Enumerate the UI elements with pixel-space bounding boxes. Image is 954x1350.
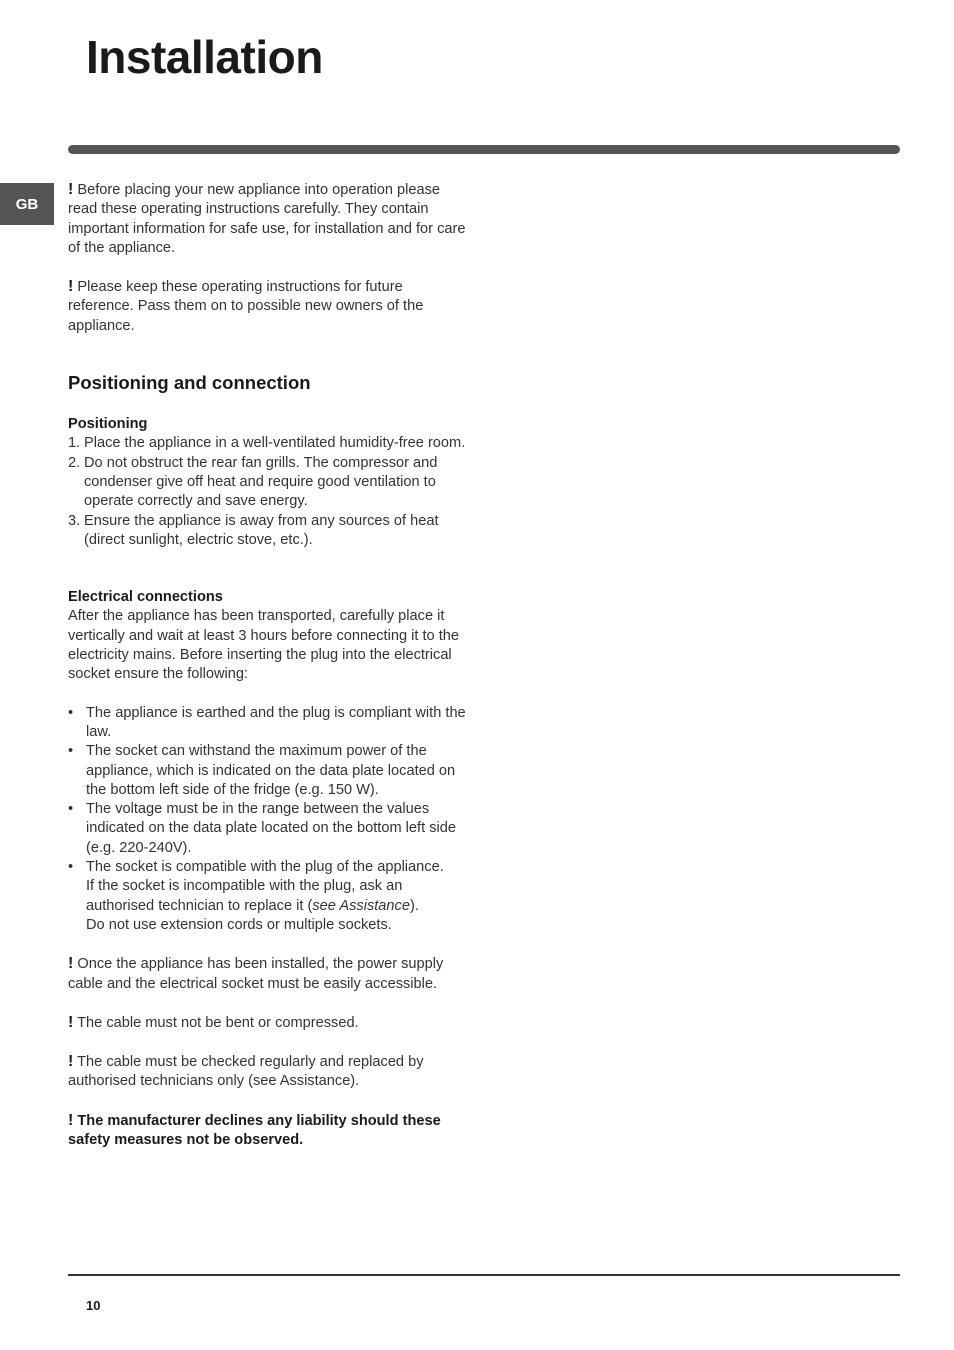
- list-item: [68, 800, 468, 858]
- positioning-list: [68, 434, 468, 550]
- electrical-intro: After the appliance has been transported, carefully place it vertically and wait at least 3 hours before connecting it to the electricity mains. Before inserting the plug into the electrical socket ensure the following:: [68, 608, 460, 683]
- item-text: The socket is compatible with the plug of the appliance.: [86, 859, 444, 876]
- warning-mark: !: [68, 278, 74, 296]
- list-item: [68, 858, 468, 935]
- item-number: 2.: [68, 454, 81, 471]
- warning-mark: !: [68, 1053, 74, 1071]
- bullet: •: [68, 704, 74, 721]
- electrical-checklist: [68, 704, 468, 936]
- list-item: [68, 454, 468, 512]
- section-heading: Positioning and connection: [68, 372, 311, 394]
- intro-paragraph: [68, 277, 468, 336]
- liability-warning: [68, 1111, 468, 1151]
- language-tab: GB: [0, 183, 54, 225]
- item-number: 3.: [68, 512, 81, 529]
- item-number: 1.: [68, 435, 81, 452]
- warning-text: The manufacturer declines any liability should these safety measures not be observed.: [68, 1112, 441, 1148]
- intro-text: Before placing your new appliance into operation please read these operating instructions carefully. They contain important information for safe use, for installation and for care of the appliance.: [68, 182, 466, 256]
- main-column: [68, 180, 468, 1150]
- warning-mark: !: [68, 1013, 74, 1031]
- item-text: The appliance is earthed and the plug is compliant with the law.: [86, 704, 466, 740]
- bullet: •: [68, 801, 74, 818]
- page-title: Installation: [86, 31, 323, 83]
- bullet: •: [68, 859, 74, 876]
- warning-mark: !: [68, 1111, 74, 1129]
- item-text: If the socket is incompatible with the plug, ask an authorised technician to replace it (: [86, 878, 403, 914]
- warning-paragraph: [68, 1052, 468, 1092]
- warning-text: The cable must be checked regularly and replaced by authorised technicians only (see Assistance).: [68, 1054, 424, 1090]
- warning-text: The cable must not be bent or compressed.: [77, 1014, 359, 1031]
- positioning-heading: Positioning: [68, 416, 148, 433]
- bullet: •: [68, 743, 74, 760]
- title-divider: [68, 145, 900, 154]
- item-text: Place the appliance in a well-ventilated humidity-free room.: [84, 435, 466, 452]
- list-item: [68, 704, 468, 743]
- item-text: Do not use extension cords or multiple sockets.: [86, 916, 392, 933]
- electrical-heading: Electrical connections: [68, 589, 223, 606]
- warning-paragraph: [68, 954, 468, 994]
- footer-divider: [68, 1274, 900, 1276]
- warning-text: Once the appliance has been installed, the power supply cable and the electrical socket must be easily accessible.: [68, 956, 444, 992]
- list-item: [68, 434, 468, 453]
- item-text: ).: [409, 897, 419, 914]
- intro-text: Please keep these operating instructions for future reference. Pass them on to possible new owners of the appliance.: [68, 279, 424, 334]
- list-item: [68, 742, 468, 800]
- intro-paragraph: [68, 180, 468, 258]
- warning-paragraph: [68, 1013, 468, 1033]
- assistance-reference: see Assistance: [312, 897, 410, 914]
- item-text: The socket can withstand the maximum power of the appliance, which is indicated on the data plate located on the bottom left side of the fridge (e.g. 150 W).: [86, 743, 456, 798]
- page-number: 10: [86, 1298, 101, 1313]
- item-text: The voltage must be in the range between the values indicated on the data plate located on the bottom left side (e.g. 220-240V).: [86, 801, 456, 856]
- item-text: Ensure the appliance is away from any sources of heat (direct sunlight, electric stove, etc.).: [84, 512, 439, 548]
- item-text: Do not obstruct the rear fan grills. The compressor and condenser give off heat and require good ventilation to operate correctly and save energy.: [84, 454, 438, 510]
- warning-mark: !: [68, 181, 74, 198]
- warning-mark: !: [68, 955, 74, 973]
- list-item: [68, 512, 468, 551]
